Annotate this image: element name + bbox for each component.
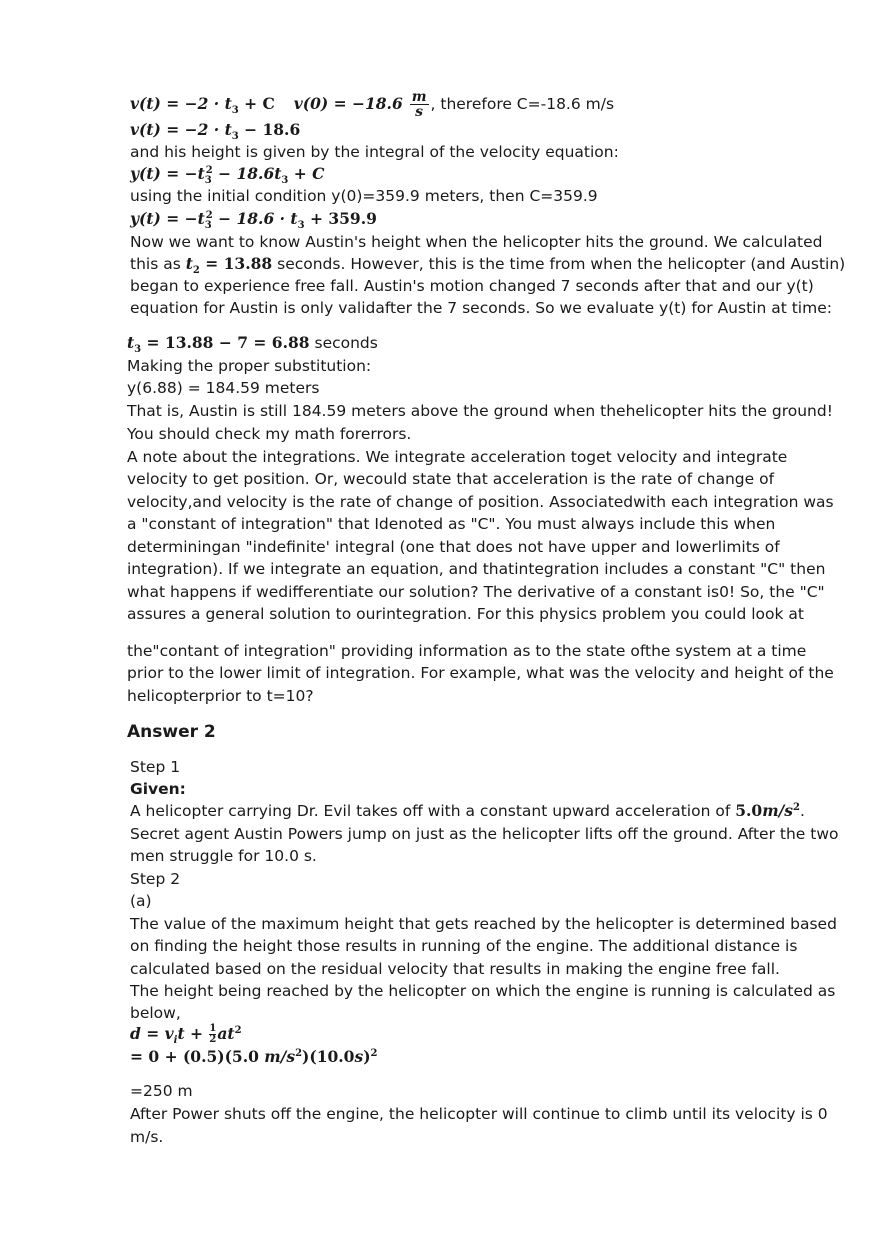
- eq-calc-b: m/s: [264, 1047, 296, 1066]
- conclusion-line2: You should check my math forerrors.: [127, 425, 412, 443]
- note2-line: prior to the lower limit of integration. For example, what was the velocity and height of the: [127, 664, 834, 682]
- distance-formula: $d = v_it$ + $\frac{1}{2}$ $at^2$: [130, 1023, 242, 1047]
- step2-label: Step 2: [130, 870, 181, 888]
- eq-v-specific: v(t) = −2 · t: [130, 120, 232, 139]
- eq-v-specific-tail: − 18.6: [238, 120, 301, 139]
- para1-line2-b: seconds. However, this is the time from when the helicopter (and Austin): [272, 255, 846, 273]
- given-line1-unit: m/s: [762, 801, 793, 820]
- eq-calc-d: s: [354, 1047, 364, 1066]
- given-line1-end: .: [799, 802, 805, 820]
- note-line: integration). If we integrate an equation, and thatintegration includes a constant "C" then: [127, 560, 826, 578]
- given-line1: A helicopter carrying Dr. Evil takes off with a constant upward acceleration of $5.0m/s^2$.: [130, 801, 805, 820]
- eq-calc-a: = 0 + (0.5)(5.0: [130, 1047, 265, 1066]
- answer2-heading: Answer 2: [127, 722, 216, 742]
- height-intro: and his height is given by the integral of the velocity equation:: [130, 143, 619, 161]
- given-line2: Secret agent Austin Powers jump on just as the helicopter lifts off the ground. After the two: [130, 825, 839, 843]
- half-fraction: $\frac{1}{2}$: [209, 1023, 217, 1045]
- para1-line4: equation for Austin is only validafter the 7 seconds. So we evaluate y(t) for Austin at time:: [130, 299, 832, 317]
- height-general-equation: $y(t) = -t_3^2 - 18.6t_3 + C$: [130, 164, 325, 187]
- initial-condition: using the initial condition y(0)=359.9 meters, then C=359.9: [130, 187, 598, 205]
- height-specific-equation: $y(t) = -t_3^2 - 18.6 \cdot t_3 + 359.9$: [130, 209, 377, 232]
- eq-y-specific-b: − 18.6 · t: [212, 209, 298, 228]
- eq-y-specific-a: y(t) = −t: [130, 209, 205, 228]
- eq-calc-e: ): [363, 1047, 371, 1066]
- velocity-specific-equation: $v(t) = -2 \cdot t_3 - 18.6$: [130, 120, 301, 143]
- final-line1: After Power shuts off the engine, the helicopter will continue to climb until its velocity is 0: [130, 1105, 828, 1123]
- y-result: y(6.88) = 184.59 meters: [127, 379, 320, 397]
- eq-v-general-tail: + C: [238, 94, 275, 113]
- para1-line2: this as $t_2 = 13.88$ seconds. However, this is the time from when the helicopter (and Austin): [130, 254, 846, 277]
- para1-line2-math: t: [185, 254, 193, 273]
- given-line3: men struggle for 10.0 s.: [130, 847, 317, 865]
- para1-line3: began to experience free fall. Austin's motion changed 7 seconds after that and our y(t): [130, 277, 814, 295]
- t3-equation: $t_3 = 13.88 - 7 = 6.88$ seconds: [127, 333, 378, 356]
- eq-v-general: v(t) = −2 · t: [130, 94, 232, 113]
- para1-line2-math-val: = 13.88: [199, 254, 273, 273]
- eq-y-general-b: − 18.6t: [212, 164, 282, 183]
- note-line: velocity to get position. Or, wecould state that acceleration is the rate of change of: [127, 470, 775, 488]
- note-line: assures a general solution to ourintegration. For this physics problem you could look at: [127, 605, 804, 623]
- eq-y-general-c: + C: [288, 164, 325, 183]
- part-a-line: below,: [130, 1004, 181, 1022]
- eq-y-general-a: y(t) = −t: [130, 164, 205, 183]
- final-line2: m/s.: [130, 1128, 164, 1146]
- part-a-line: The value of the maximum height that gets reached by the helicopter is determined based: [130, 915, 837, 933]
- substitution-text: Making the proper substitution:: [127, 357, 372, 375]
- given-line1-a: A helicopter carrying Dr. Evil takes off with a constant upward acceleration of: [130, 802, 736, 820]
- part-a-line: on finding the height those results in running of the engine. The additional distance is: [130, 937, 798, 955]
- note-line: a "constant of integration" that Idenoted as "C". You must always include this when: [127, 515, 776, 533]
- part-a-line: calculated based on the residual velocity that results in making the engine free fall.: [130, 960, 780, 978]
- eq-t3-b: = 13.88 − 7 = 6.88: [141, 333, 310, 352]
- para1-line2-a: this as: [130, 255, 186, 273]
- part-a-label: (a): [130, 892, 152, 910]
- eq-t3-c: seconds: [309, 334, 378, 352]
- note2-line: the"contant of integration" providing information as to the state ofthe system at a time: [127, 642, 807, 660]
- step1-label: Step 1: [130, 758, 181, 776]
- eq-d-c: at: [217, 1024, 235, 1043]
- distance-calculation: = 0 + (0.5)(5.0 $m/s^2)(10.0s)^2$: [130, 1047, 378, 1066]
- note-line: A note about the integrations. We integrate acceleration toget velocity and integrate: [127, 448, 788, 466]
- conclusion-line1: That is, Austin is still 184.59 meters above the ground when thehelicopter hits the ground!: [127, 402, 833, 420]
- note2-line: helicopterprior to t=10?: [127, 687, 314, 705]
- part-a-line: The height being reached by the helicopter on which the engine is running is calculated as: [130, 982, 836, 1000]
- eq-t3-a: t: [127, 333, 135, 352]
- eq-d-a: d = v: [130, 1024, 174, 1043]
- eq-v0: v(0) = −18.6: [293, 94, 403, 113]
- eq-d-b: t +: [177, 1024, 209, 1043]
- note-line: velocity,and velocity is the rate of change of position. Associatedwith each integration was: [127, 493, 834, 511]
- velocity-general-equation: $v(t) = -2 \cdot t_3 + C$ v(0) = −18.6 $\frac{m}{s}$ , therefore C=-18.6 m/s: [130, 89, 615, 120]
- therefore-text: , therefore C=-18.6 m/s: [430, 95, 615, 113]
- note-line: what happens if wedifferentiate our solution? The derivative of a constant is0! So, the "C": [127, 583, 825, 601]
- para1-line1: Now we want to know Austin's height when the helicopter hits the ground. We calculated: [130, 233, 823, 251]
- eq-y-specific-c: + 359.9: [304, 209, 377, 228]
- given-label: Given:: [130, 780, 186, 798]
- result-250m: =250 m: [130, 1082, 193, 1100]
- given-line1-math: 5.0: [735, 801, 763, 820]
- unit-s: s: [415, 104, 424, 120]
- note-line: determiningan "indefinite' integral (one that does not have upper and lowerlimits of: [127, 538, 780, 556]
- eq-calc-c: )(10.0: [302, 1047, 355, 1066]
- unit-m: m: [411, 89, 427, 105]
- unit-fraction: [410, 90, 429, 119]
